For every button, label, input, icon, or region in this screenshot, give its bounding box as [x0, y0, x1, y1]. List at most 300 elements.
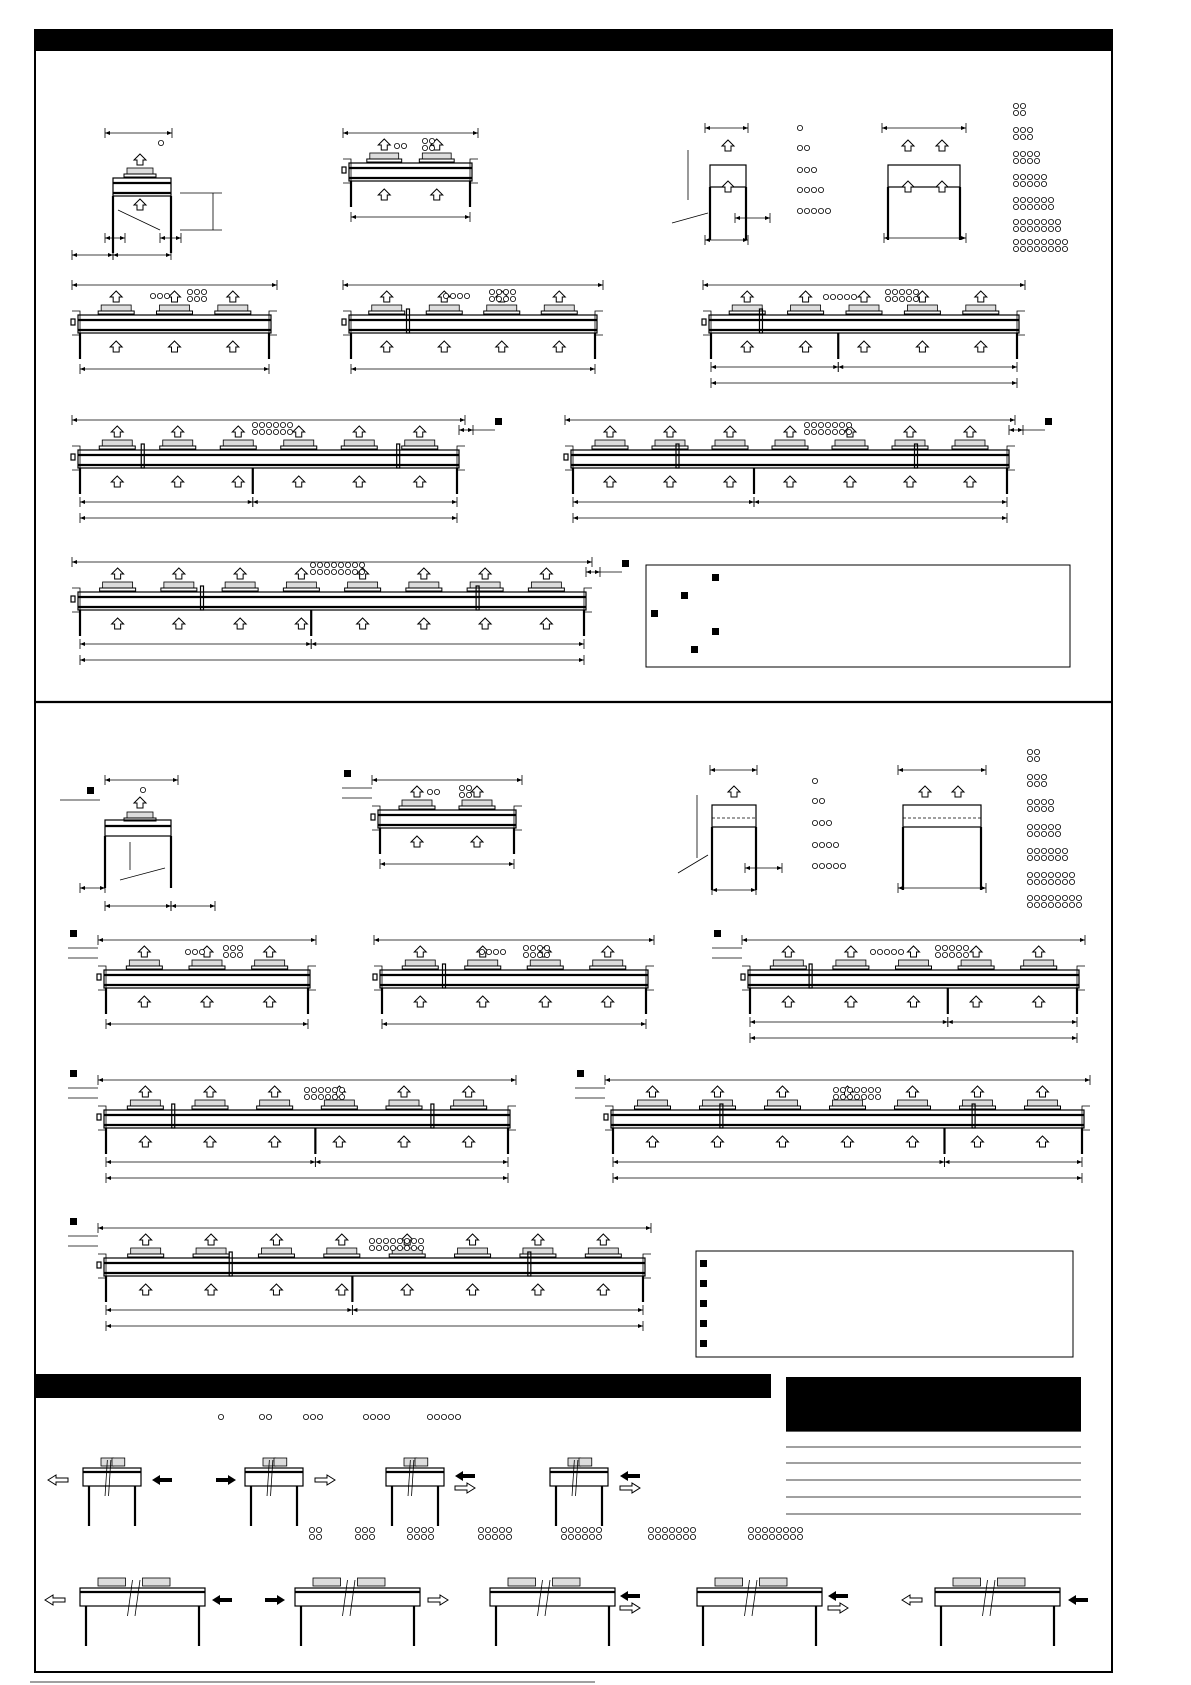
fan-count-circle-icon	[825, 208, 830, 213]
arrow-left-icon	[455, 1471, 475, 1481]
arrow-up-icon	[724, 476, 736, 487]
fan-count-circle-icon	[194, 296, 199, 301]
fan-count-circle-icon	[1048, 799, 1053, 804]
fan-count-circle-icon	[259, 422, 264, 427]
fan-count-circle-icon	[230, 945, 235, 950]
fan-count-circle-icon	[187, 296, 192, 301]
fan-icon	[405, 960, 435, 966]
fan-count-circle-icon	[956, 952, 961, 957]
fan-count-circle-icon	[826, 820, 831, 825]
fan-count-circle-icon	[404, 1238, 409, 1243]
fan-icon	[127, 168, 153, 174]
fan-icon	[966, 305, 996, 311]
arrow-up-icon	[471, 836, 483, 847]
fan-count-circle-icon	[287, 422, 292, 427]
fan-icon	[715, 440, 745, 446]
arrow-up-icon	[553, 341, 565, 352]
arrow-up-icon	[908, 946, 920, 957]
fan-icon	[775, 440, 805, 446]
fan-count-circle-icon	[252, 422, 257, 427]
fan-count-circle-icon	[1027, 848, 1032, 853]
square-marker-icon	[700, 1260, 707, 1267]
fan-icon	[487, 305, 517, 311]
arrow-up-icon	[227, 341, 239, 352]
fan-count-circle-icon	[1034, 756, 1039, 761]
fan-count-circle-icon	[1013, 239, 1018, 244]
fan-count-circle-icon	[683, 1534, 688, 1539]
fan-count-circle-icon	[676, 1527, 681, 1532]
end-view-mid	[678, 749, 1082, 907]
arrow-up-icon	[728, 786, 740, 797]
fan-count-circle-icon	[411, 1238, 416, 1243]
fan-icon	[791, 305, 821, 311]
fan-count-circle-icon	[459, 785, 464, 790]
arrow-up-icon	[270, 1284, 282, 1295]
fan-count-circle-icon	[1034, 239, 1039, 244]
fan-icon	[344, 440, 374, 446]
fan-count-circle-icon	[376, 1245, 381, 1250]
fan-count-circle-icon	[812, 842, 817, 847]
arrow-up-icon	[647, 1136, 659, 1147]
fan-count-circle-icon	[230, 952, 235, 957]
arrow-up-icon	[357, 618, 369, 629]
unit-drawing	[342, 280, 603, 374]
fan-icon	[907, 305, 937, 311]
fan-count-circle-icon	[192, 949, 197, 954]
fan-count-circle-icon	[935, 952, 940, 957]
arrow-up-icon	[270, 1234, 282, 1245]
fan-count-circle-icon	[397, 1238, 402, 1243]
fan-count-circle-icon	[187, 289, 192, 294]
fan-count-circle-icon	[1020, 197, 1025, 202]
fan-count-circle-icon	[199, 949, 204, 954]
fan-count-circle-icon	[1062, 902, 1067, 907]
fan-count-circle-icon	[280, 429, 285, 434]
fan-count-circle-icon	[485, 1527, 490, 1532]
fan-count-circle-icon	[237, 945, 242, 950]
fan-count-circle-icon	[499, 1527, 504, 1532]
fan-count-circle-icon	[648, 1534, 653, 1539]
square-marker-icon	[70, 930, 77, 937]
fan-count-circle-icon	[332, 1087, 337, 1092]
fan-count-circle-icon	[429, 138, 434, 143]
fan-count-circle-icon	[1034, 158, 1039, 163]
fan-icon	[348, 582, 378, 588]
fan-count-circle-icon	[499, 1534, 504, 1539]
fan-count-circle-icon	[1013, 174, 1018, 179]
fan-count-circle-icon	[457, 293, 462, 298]
fan-icon	[468, 960, 498, 966]
fan-count-circle-icon	[648, 1527, 653, 1532]
square-marker-icon	[651, 610, 658, 617]
fan-count-circle-icon	[1013, 204, 1018, 209]
fan-count-circle-icon	[875, 1094, 880, 1099]
fan-icon	[164, 582, 194, 588]
fan-count-circle-icon	[1069, 902, 1074, 907]
fan-count-circle-icon	[575, 1534, 580, 1539]
fan-count-circle-icon	[201, 296, 206, 301]
fan-count-circle-icon	[1027, 781, 1032, 786]
fan-count-circle-icon	[891, 949, 896, 954]
arrow-up-icon	[336, 1234, 348, 1245]
arrow-up-icon	[908, 996, 920, 1007]
fan-count-circle-icon	[500, 949, 505, 954]
fan-count-circle-icon	[1027, 197, 1032, 202]
fan-count-circle-icon	[362, 1527, 367, 1532]
arrow-up-icon	[411, 836, 423, 847]
fan-count-circle-icon	[1027, 226, 1032, 231]
arrow-right-icon	[620, 1603, 640, 1613]
fan-count-circle-icon	[899, 289, 904, 294]
fan-count-circle-icon	[797, 1534, 802, 1539]
arrow-left-icon	[902, 1595, 922, 1605]
fan-count-circle-icon	[1013, 110, 1018, 115]
fan-count-circle-icon	[443, 293, 448, 298]
fan-count-circle-icon	[496, 296, 501, 301]
fan-count-circle-icon	[493, 949, 498, 954]
fan-count-circle-icon	[1055, 895, 1060, 900]
fan-count-circle-icon	[390, 1238, 395, 1243]
fan-icon	[638, 1100, 668, 1106]
fan-count-circle-icon	[1013, 103, 1018, 108]
fan-count-circle-icon	[1034, 151, 1039, 156]
arrow-up-icon	[970, 996, 982, 1007]
fan-count-circle-icon	[317, 569, 322, 574]
fan-count-circle-icon	[1034, 799, 1039, 804]
fan-count-circle-icon	[868, 1094, 873, 1099]
unit-drawing	[342, 128, 478, 222]
arrow-right-icon	[428, 1595, 448, 1605]
fan-count-circle-icon	[812, 863, 817, 868]
arrow-up-icon	[904, 476, 916, 487]
fan-count-circle-icon	[252, 429, 257, 434]
fan-count-circle-icon	[1027, 824, 1032, 829]
square-marker-icon	[577, 1070, 584, 1077]
fan-count-circle-icon	[1048, 219, 1053, 224]
fan-count-circle-icon	[906, 289, 911, 294]
fan-icon	[963, 1100, 993, 1106]
fan-count-circle-icon	[748, 1534, 753, 1539]
fan-count-circle-icon	[1034, 855, 1039, 860]
fan-count-circle-icon	[1069, 879, 1074, 884]
fan-count-circle-icon	[790, 1527, 795, 1532]
arrow-left-icon	[212, 1595, 232, 1605]
fan-icon	[732, 305, 762, 311]
arrow-up-icon	[477, 996, 489, 1007]
fan-count-circle-icon	[331, 569, 336, 574]
arrow-up-icon	[844, 476, 856, 487]
fan-icon	[260, 1100, 290, 1106]
fan-count-circle-icon	[489, 289, 494, 294]
fan-count-circle-icon	[963, 952, 968, 957]
fan-count-circle-icon	[783, 1527, 788, 1532]
fan-count-circle-icon	[884, 949, 889, 954]
fan-count-circle-icon	[158, 140, 163, 145]
fan-count-circle-icon	[949, 945, 954, 950]
fan-count-circle-icon	[1055, 226, 1060, 231]
arrow-up-icon	[411, 786, 423, 797]
fan-count-circle-icon	[309, 1534, 314, 1539]
arrow-up-icon	[907, 1086, 919, 1097]
fan-count-circle-icon	[510, 296, 515, 301]
fan-icon	[409, 582, 439, 588]
fan-count-circle-icon	[1076, 895, 1081, 900]
fan-count-circle-icon	[310, 562, 315, 567]
fan-count-circle-icon	[304, 1087, 309, 1092]
unit-drawing	[373, 935, 654, 1029]
arrow-up-icon	[140, 1234, 152, 1245]
fan-count-circle-icon	[397, 1245, 402, 1250]
fan-count-circle-icon	[832, 422, 837, 427]
unit-drawing	[68, 1070, 516, 1183]
fan-count-circle-icon	[150, 293, 155, 298]
fan-count-circle-icon	[561, 1534, 566, 1539]
fan-icon	[196, 1248, 226, 1254]
arrow-up-icon	[741, 341, 753, 352]
fan-count-circle-icon	[854, 1094, 859, 1099]
fan-count-circle-icon	[1027, 872, 1032, 877]
arrow-up-icon	[112, 618, 124, 629]
fan-count-circle-icon	[861, 1087, 866, 1092]
fan-count-circle-icon	[790, 1534, 795, 1539]
arrow-up-icon	[293, 476, 305, 487]
fan-count-circle-icon	[411, 1245, 416, 1250]
arrow-up-icon	[722, 181, 734, 192]
fan-count-circle-icon	[662, 1534, 667, 1539]
fan-count-circle-icon	[223, 952, 228, 957]
arrow-up-icon	[463, 1086, 475, 1097]
fan-count-circle-icon	[1034, 879, 1039, 884]
bottom-header-bar	[35, 1374, 771, 1398]
fan-count-circle-icon	[359, 569, 364, 574]
fan-icon	[849, 305, 879, 311]
fan-count-circle-icon	[318, 1087, 323, 1092]
fan-count-circle-icon	[1055, 219, 1060, 224]
fan-icon	[131, 1248, 161, 1254]
arrow-up-icon	[204, 1086, 216, 1097]
fan-count-circle-icon	[338, 569, 343, 574]
fan-count-circle-icon	[1041, 872, 1046, 877]
fan-count-circle-icon	[332, 1094, 337, 1099]
square-marker-icon	[70, 1218, 77, 1225]
unit-drawing	[712, 930, 1085, 1043]
unit-drawing	[342, 770, 522, 869]
fan-count-circle-icon	[885, 289, 890, 294]
arrow-left-icon	[1068, 1595, 1088, 1605]
arrow-up-icon	[381, 291, 393, 302]
fan-count-circle-icon	[1041, 902, 1046, 907]
fan-count-circle-icon	[1055, 872, 1060, 877]
arrow-up-icon	[204, 1136, 216, 1147]
arrow-up-icon	[471, 786, 483, 797]
fan-count-circle-icon	[1062, 239, 1067, 244]
fan-count-circle-icon	[352, 569, 357, 574]
fan-count-circle-icon	[355, 1534, 360, 1539]
fan-count-circle-icon	[1013, 151, 1018, 156]
arrow-up-icon	[381, 341, 393, 352]
arrow-left-icon	[620, 1471, 640, 1481]
fan-count-circle-icon	[506, 1527, 511, 1532]
fan-count-circle-icon	[428, 1534, 433, 1539]
fan-count-circle-icon	[1027, 879, 1032, 884]
fan-count-circle-icon	[1048, 831, 1053, 836]
fan-icon	[223, 440, 253, 446]
fan-count-circle-icon	[1062, 879, 1067, 884]
fan-count-circle-icon	[819, 820, 824, 825]
fan-count-circle-icon	[762, 1534, 767, 1539]
fan-count-circle-icon	[851, 294, 856, 299]
arrow-up-icon	[1037, 1086, 1049, 1097]
fan-count-circle-icon	[811, 429, 816, 434]
arrow-up-icon	[336, 1284, 348, 1295]
fan-count-circle-icon	[812, 820, 817, 825]
arrow-up-icon	[604, 426, 616, 437]
fan-count-circle-icon	[935, 945, 940, 950]
fan-icon	[429, 305, 459, 311]
fan-count-circle-icon	[1055, 824, 1060, 829]
fan-count-circle-icon	[589, 1534, 594, 1539]
fan-icon	[284, 440, 314, 446]
fan-count-circle-icon	[568, 1534, 573, 1539]
arrow-up-icon	[134, 199, 146, 210]
fan-count-circle-icon	[797, 145, 802, 150]
fan-count-circle-icon	[1027, 174, 1032, 179]
fan-count-circle-icon	[949, 952, 954, 957]
fan-count-circle-icon	[1041, 895, 1046, 900]
fan-count-circle-icon	[428, 1527, 433, 1532]
fan-count-circle-icon	[1027, 246, 1032, 251]
fan-icon	[422, 153, 451, 159]
fan-count-circle-icon	[1034, 774, 1039, 779]
arrow-up-icon	[264, 946, 276, 957]
fan-count-circle-icon	[1020, 158, 1025, 163]
fan-count-circle-icon	[1041, 848, 1046, 853]
fan-count-circle-icon	[377, 1414, 382, 1419]
fan-count-circle-icon	[384, 1414, 389, 1419]
arrow-up-icon	[295, 618, 307, 629]
arrow-up-icon	[952, 786, 964, 797]
arrow-up-icon	[532, 1284, 544, 1295]
fan-icon	[405, 440, 435, 446]
fan-icon	[225, 582, 255, 588]
square-marker-icon	[700, 1300, 707, 1307]
fan-count-circle-icon	[237, 952, 242, 957]
fan-count-circle-icon	[690, 1527, 695, 1532]
fan-count-circle-icon	[840, 1094, 845, 1099]
fan-icon	[1028, 1100, 1058, 1106]
fan-count-circle-icon	[338, 562, 343, 567]
fan-count-circle-icon	[201, 289, 206, 294]
arrow-up-icon	[139, 1086, 151, 1097]
arrow-up-icon	[418, 568, 430, 579]
fan-count-circle-icon	[441, 1414, 446, 1419]
arrow-up-icon	[845, 996, 857, 1007]
arrow-left-icon	[828, 1591, 848, 1601]
arrow-up-icon	[134, 797, 146, 808]
fan-icon	[833, 1100, 863, 1106]
fan-count-circle-icon	[479, 949, 484, 954]
fan-count-circle-icon	[1027, 127, 1032, 132]
fan-icon	[372, 305, 402, 311]
arrow-up-icon	[378, 139, 390, 150]
fan-count-circle-icon	[818, 429, 823, 434]
arrow-up-icon	[438, 341, 450, 352]
arrow-up-icon	[140, 1284, 152, 1295]
fan-count-circle-icon	[434, 789, 439, 794]
fan-count-circle-icon	[510, 289, 515, 294]
fan-count-circle-icon	[1048, 806, 1053, 811]
fan-icon	[130, 1100, 160, 1106]
fan-count-circle-icon	[1048, 246, 1053, 251]
fan-count-circle-icon	[544, 945, 549, 950]
fan-icon	[389, 1100, 419, 1106]
fan-count-circle-icon	[394, 143, 399, 148]
fan-count-circle-icon	[478, 1527, 483, 1532]
fan-icon	[955, 440, 985, 446]
arrow-left-icon	[45, 1595, 65, 1605]
fan-count-circle-icon	[421, 1534, 426, 1539]
fan-count-circle-icon	[352, 562, 357, 567]
fan-count-circle-icon	[1041, 879, 1046, 884]
arrow-up-icon	[902, 140, 914, 151]
fan-count-circle-icon	[1020, 204, 1025, 209]
fan-icon	[370, 153, 399, 159]
fan-icon	[127, 812, 153, 818]
fan-icon	[462, 800, 492, 806]
fan-count-circle-icon	[676, 1534, 681, 1539]
unit-1-fan-top	[72, 128, 222, 260]
square-marker-icon	[495, 418, 502, 425]
fan-count-circle-icon	[1048, 226, 1053, 231]
fan-count-circle-icon	[503, 289, 508, 294]
arrow-up-icon	[295, 568, 307, 579]
fan-count-circle-icon	[755, 1534, 760, 1539]
arrow-up-icon	[479, 568, 491, 579]
fan-count-circle-icon	[568, 1527, 573, 1532]
fan-count-circle-icon	[1041, 831, 1046, 836]
arrow-up-icon	[858, 291, 870, 302]
fan-icon	[655, 440, 685, 446]
arrow-up-icon	[972, 1086, 984, 1097]
fan-count-circle-icon	[1055, 239, 1060, 244]
fan-count-circle-icon	[1055, 848, 1060, 853]
fan-count-circle-icon	[164, 293, 169, 298]
fan-count-circle-icon	[797, 187, 802, 192]
fan-count-circle-icon	[669, 1534, 674, 1539]
arrow-up-icon	[139, 1136, 151, 1147]
fan-count-circle-icon	[1027, 855, 1032, 860]
arrow-up-icon	[777, 1136, 789, 1147]
fan-count-circle-icon	[797, 1527, 802, 1532]
fan-count-circle-icon	[844, 294, 849, 299]
fan-count-circle-icon	[376, 1238, 381, 1243]
connection-variants	[45, 1414, 1088, 1646]
fan-count-circle-icon	[422, 138, 427, 143]
arrow-up-icon	[169, 341, 181, 352]
fan-count-circle-icon	[414, 1527, 419, 1532]
fan-count-circle-icon	[363, 1414, 368, 1419]
arrow-up-icon	[647, 1086, 659, 1097]
fan-icon	[102, 440, 132, 446]
fan-count-circle-icon	[804, 422, 809, 427]
fan-count-circle-icon	[818, 208, 823, 213]
fan-count-circle-icon	[906, 296, 911, 301]
fan-count-circle-icon	[1069, 872, 1074, 877]
fan-count-circle-icon	[1055, 246, 1060, 251]
fan-count-circle-icon	[1034, 219, 1039, 224]
fan-count-circle-icon	[1034, 246, 1039, 251]
fan-count-circle-icon	[407, 1527, 412, 1532]
